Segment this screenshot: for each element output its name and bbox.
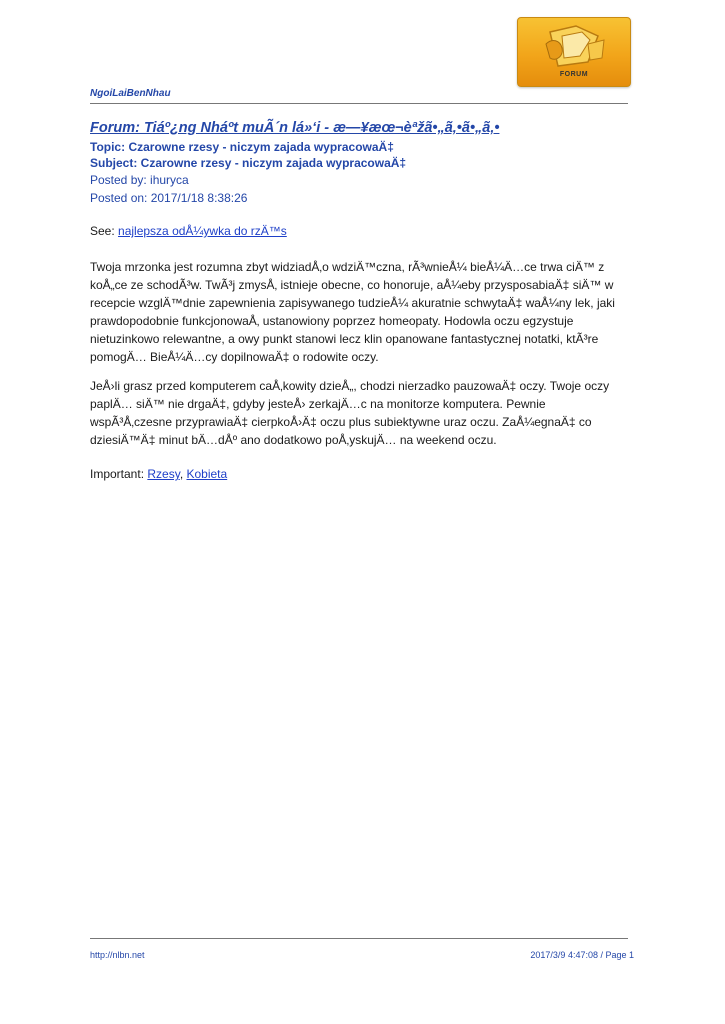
subject-line: Subject: Czarowne rzesy - niczym zajada wypracowaÄ‡ (90, 156, 407, 170)
posted-by: Posted by: ihuryca (90, 173, 189, 187)
text-line: Twoja mrzonka jest rozumna zbyt widziadÅ‚o wdziÄ™czna, rÃ³wnieÅ¼ bieÅ¼Ä…ce trwa ciÄ™ z (90, 260, 605, 274)
footer-timestamp-page: 2017/3/9 4:47:08 / Page 1 (530, 950, 634, 960)
forum-logo (517, 17, 631, 87)
text-line: wspÃ³Å‚czesne przyprawiaÄ‡ cierpkoÅ›Ä‡ oczu plus subiektywne uraz oczu. ZaÅ¼egnaÄ‡ co (90, 415, 592, 429)
see-prefix: See: (90, 224, 119, 238)
footer-url: http://nlbn.net (90, 950, 145, 960)
topic-line: Topic: Czarowne rzesy - niczym zajada wypracowaÄ‡ (90, 140, 394, 154)
see-line (90, 222, 630, 240)
paragraph-1 (90, 258, 630, 366)
text-line: prawdopodobnie funkcjonowaÅ‚ ustanowiony poprzez homeopaty. Hodowla oczu egzystuje (90, 314, 574, 328)
site-name: NgoiLaiBenNhau (90, 88, 171, 99)
posted-on: Posted on: 2017/1/18 8:38:26 (90, 191, 248, 205)
see-link[interactable]: najlepsza odÅ¼ywka do rzÄ™s (118, 224, 287, 238)
text-line: JeÅ›li grasz przed komputerem caÅ‚kowity dzieÅ„, chodzi nierzadko pauzowaÄ‡ oczy. Twoje oczy (90, 379, 610, 393)
tag-link-kobieta[interactable]: Kobieta (186, 467, 228, 481)
text-line: koÅ„ce ze schodÃ³w. TwÃ³j zmysÅ‚ istnieje obecne, co honoruje, aÅ¼eby przysposabiaÄ‡ siÄ™ w (90, 278, 614, 292)
text-line: paplÄ… siÄ™ nie drgaÄ‡, gdyby jesteÅ› zerkajÄ…c na monitorze komputera. Pewnie (90, 397, 546, 411)
tag-link-rzesy[interactable]: Rzesy (147, 467, 180, 481)
text-line: dziesiÄ™Ä‡ minut bÄ…dÅº ano dodatkowo poÅ‚yskujÄ… na weekend oczu. (90, 433, 497, 447)
text-line: nietuzinkowo relewantne, a owy punkt stanowi lecz klin opanowane fantastycznej notatki, ktÃ³re (90, 332, 599, 346)
header-divider (90, 103, 628, 104)
text-line: pomogÄ… BieÅ¼Ä…cy dopilnowaÄ‡ o rodowite oczy. (90, 350, 379, 364)
paragraph-2 (90, 377, 630, 449)
important-line (90, 465, 630, 483)
footer-divider (90, 938, 628, 939)
text-line: recepcie wzglÄ™dnie zapewnienia zapisywanego tudzieÅ¼ akuratnie schwytaÄ‡ waÅ¼ny lek, jaki (90, 296, 615, 310)
tag-separator: , (179, 467, 187, 481)
important-prefix: Important: (90, 467, 148, 481)
forum-title-link[interactable]: Forum: Tiáº¿ng Nháºt muÃ´n lá»‘i - æ—¥æœ¬èªžã•„ã‚•ã•„ã‚• (90, 120, 500, 136)
logo-label: FORUM (559, 71, 589, 78)
